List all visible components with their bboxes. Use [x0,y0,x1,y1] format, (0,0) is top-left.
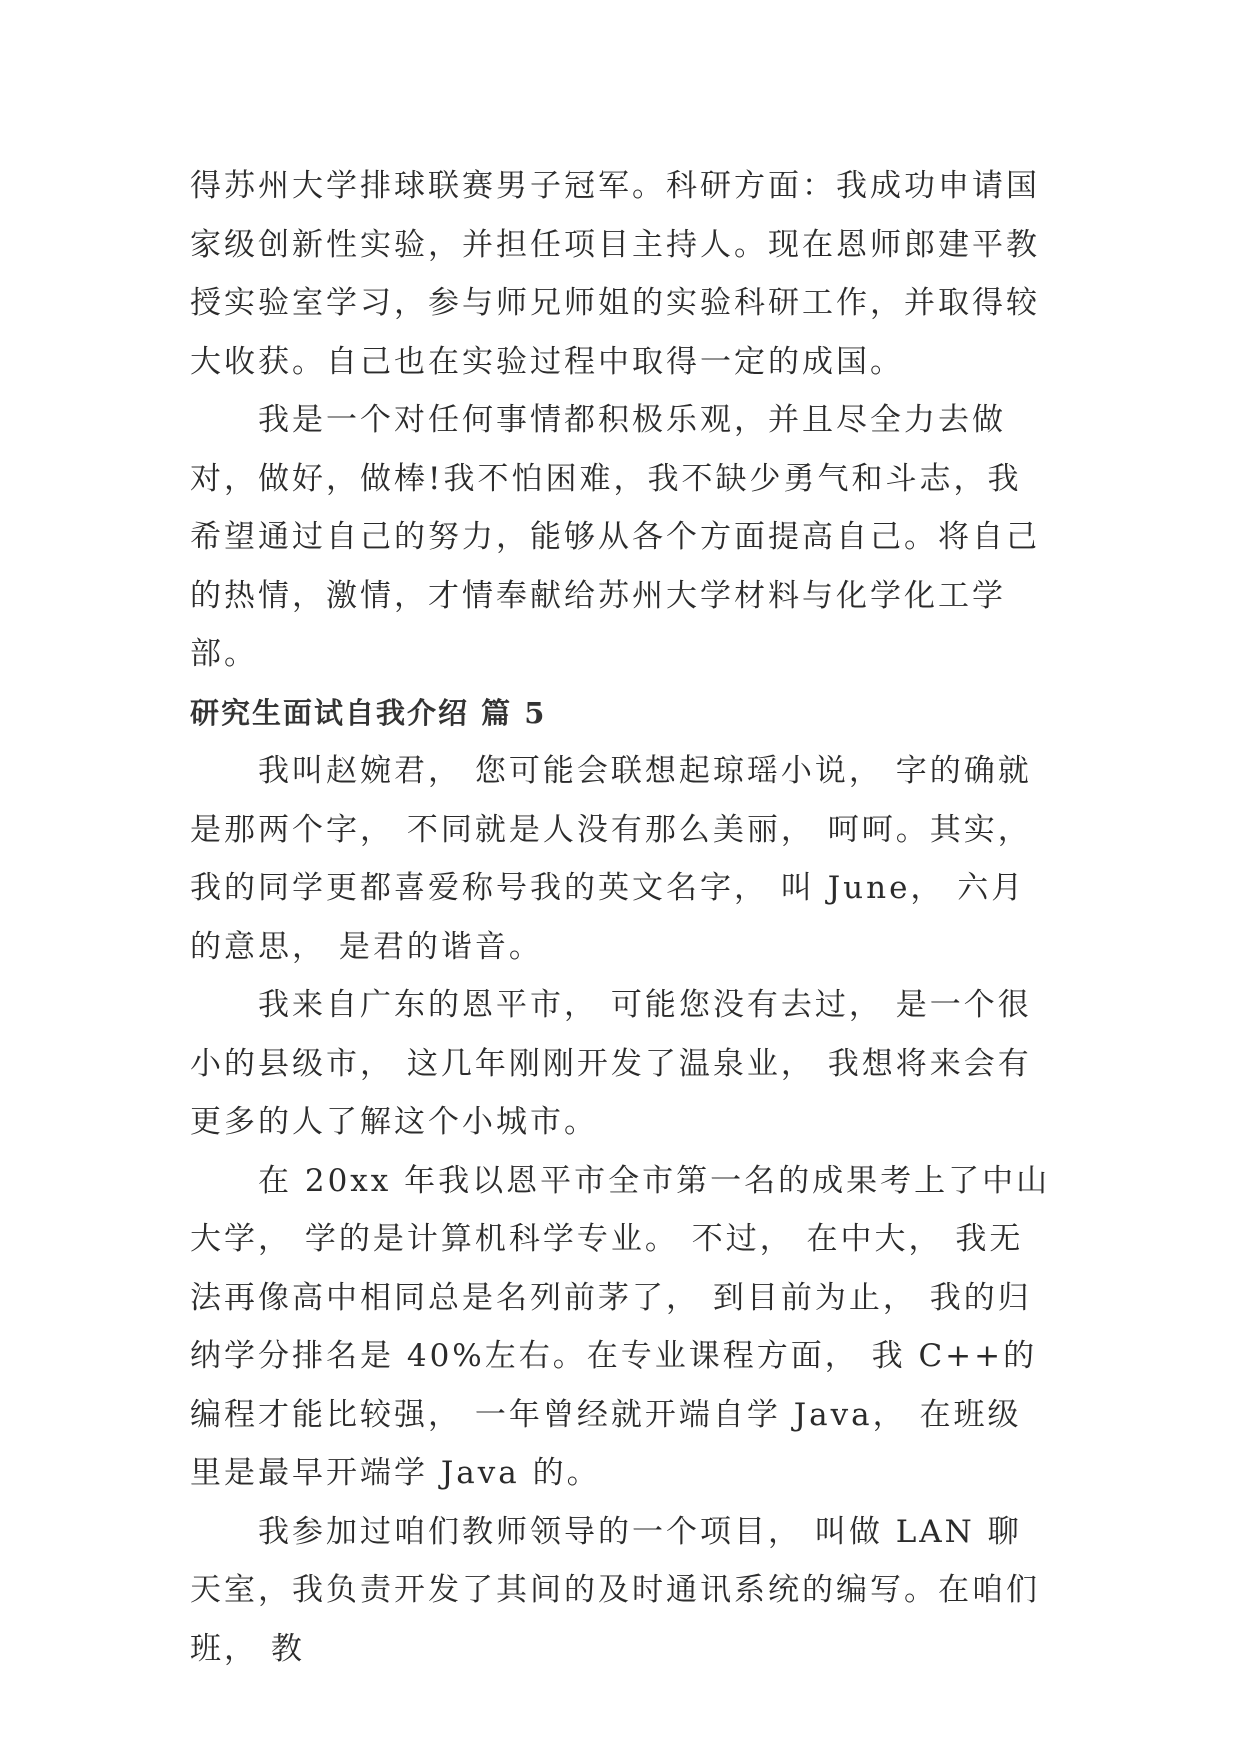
paragraph-name-intro: 我叫赵婉君， 您可能会联想起琼瑶小说， 字的确就是那两个字， 不同就是人没有那么美丽， 呵呵。其实，我的同学更都喜爱称号我的英文名字， 叫 June， 六月的意思， 是君的谐音。 [190,753,1032,965]
paragraph-attitude: 我是一个对任何事情都积极乐观，并且尽全力去做对，做好，做棒!我不怕困难，我不缺少勇气和斗志，我希望通过自己的努力，能够从各个方面提高自己。将自己的热情，激情，才情奉献给苏州大学材料与化学化工学部。 [190,402,1040,672]
paragraph-project: 我参加过咱们教师领导的一个项目， 叫做 LAN 聊天室，我负责开发了其间的及时通讯系统的编写。在咱们班， 教 [190,1513,1040,1667]
section-heading: 研究生面试自我介绍 篇 5 [190,695,547,730]
document-body [190,157,1052,1678]
paragraph-continuation: 得苏州大学排球联赛男子冠军。科研方面：我成功申请国家级创新性实验，并担任项目主持人。现在恩师郎建平教授实验室学习，参与师兄师姐的实验科研工作，并取得较大收获。自己也在实验过程中取得一定的成国。 [190,168,1040,380]
paragraph-hometown: 我来自广东的恩平市， 可能您没有去过， 是一个很小的县级市， 这几年刚刚开发了温泉业， 我想将来会有更多的人了解这个小城市。 [190,987,1032,1140]
paragraph-education: 在 20xx 年我以恩平市全市第一名的成果考上了中山大学， 学的是计算机科学专业。 不过， 在中大， 我无法再像高中相同总是名列前茅了， 到目前为止， 我的归纳学分排名是 40%左右。在专业课程方面， 我 C++的编程才能比较强， 一年曾经就开端自学 Java， 在班级里是最早开端学 Java 的。 [190,1162,1051,1491]
